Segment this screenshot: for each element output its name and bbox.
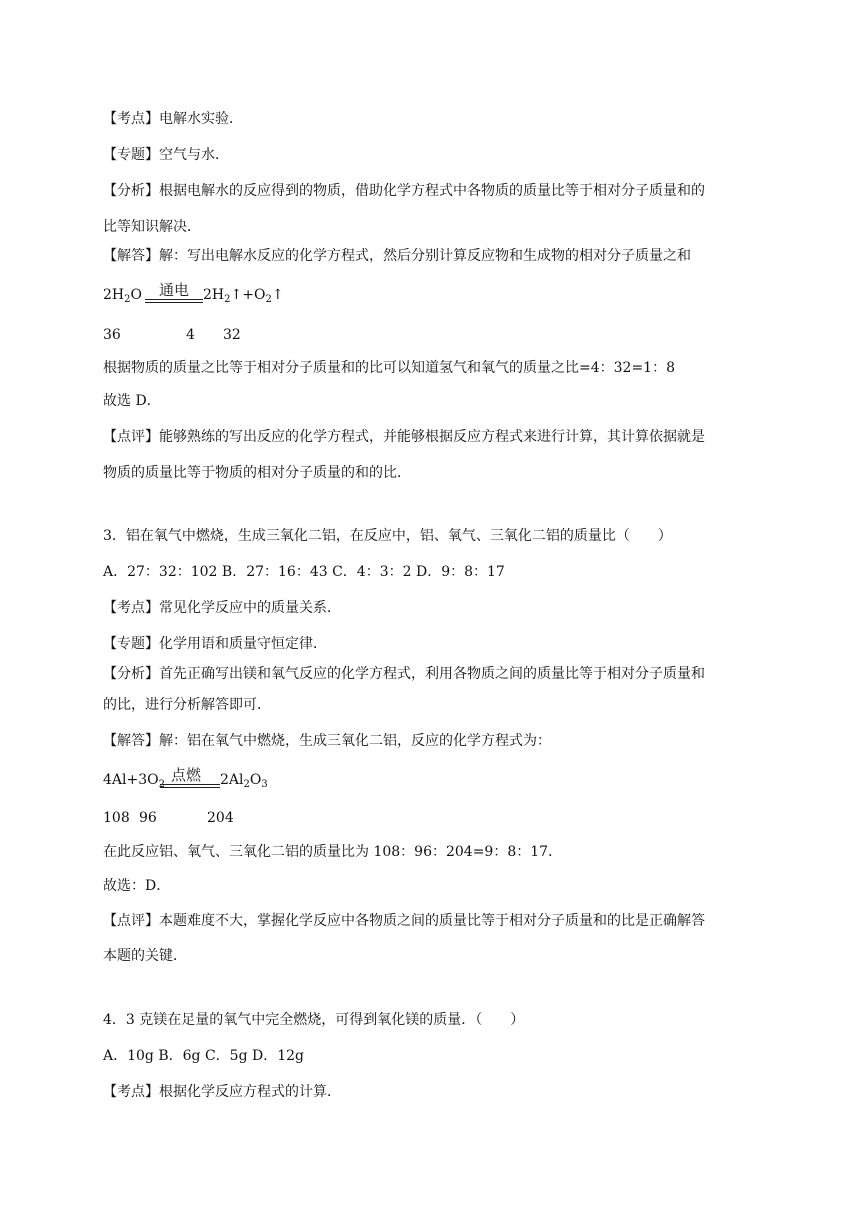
fenxi-line-1: 【分析】首先正确写出镁和氧气反应的化学方程式，利用各物质之间的质量比等于相对分子质量和 <box>103 666 705 682</box>
dianping-line-1: 【点评】本题难度不大，掌握化学反应中各物质之间的质量比等于相对分子质量和的比是正确解答 <box>103 913 705 929</box>
zhuanti-line: 【专题】空气与水． <box>103 147 229 163</box>
equation-reactants: $4Al+3O_2$ <box>103 772 165 790</box>
dianping-line-1: 【点评】能够熟练的写出反应的化学方程式，并能够根据反应方程式来进行计算，其计算依据就是 <box>103 429 705 445</box>
equation-reactants: $2H_2O$ <box>103 287 142 305</box>
mass-value: 96 <box>139 810 157 826</box>
ratio-line: 根据物质的质量之比等于相对分子质量和的比可以知道氢气和氧气的质量之比=4：32=1：8 <box>103 360 675 376</box>
fenxi-line-1: 【分析】根据电解水的反应得到的物质，借助化学方程式中各物质的质量比等于相对分子质量和的 <box>103 183 705 199</box>
dianping-line-2: 本题的关键． <box>103 948 187 964</box>
mass-value: 32 <box>223 327 241 343</box>
combustion-equation <box>103 753 303 799</box>
mass-value: 108 <box>103 810 130 826</box>
equation-condition: 点燃 <box>170 766 201 784</box>
equation-products: $2Al_2O_3$ <box>220 772 268 790</box>
fenxi-line-2: 比等知识解决． <box>103 219 201 235</box>
equation-products: $2H_2↑+O_2↑$ <box>203 287 284 305</box>
question-4-options: A．10g B．6g C．5g D．12g <box>103 1048 304 1064</box>
equation-condition: 通电 <box>158 281 189 299</box>
choice-line: 故选：D． <box>103 878 171 894</box>
question-3-stem: 3．铝在氧气中燃烧，生成三氧化二铝，在反应中，铝、氧气、三氧化二铝的质量比（ ） <box>103 528 672 544</box>
mass-value: 36 <box>103 327 121 343</box>
mass-value: 4 <box>186 327 195 343</box>
equation-equals-bar <box>160 784 220 788</box>
mass-value: 204 <box>207 810 234 826</box>
kaodian-line: 【考点】电解水实验． <box>103 111 243 127</box>
jieda-line: 【解答】解：写出电解水反应的化学方程式，然后分别计算反应物和生成物的相对分子质量之和 <box>103 248 691 264</box>
zhuanti-line: 【专题】化学用语和质量守恒定律． <box>103 636 327 652</box>
ratio-line: 在此反应铝、氧气、三氧化二铝的质量比为 108：96：204=9：8：17． <box>103 844 563 860</box>
kaodian-line: 【考点】根据化学反应方程式的计算． <box>103 1084 341 1100</box>
relative-masses-row <box>103 325 303 345</box>
equation-equals-bar <box>145 299 203 303</box>
relative-masses-row <box>103 808 303 828</box>
fenxi-line-2: 的比，进行分析解答即可． <box>103 697 271 713</box>
question-3-options: A．27：32：102 B．27：16：43 C．4：3：2 D．9：8：17 <box>103 564 505 580</box>
dianping-line-2: 物质的质量比等于物质的相对分子质量的和的比． <box>103 465 411 481</box>
electrolysis-equation <box>103 268 303 314</box>
kaodian-line: 【考点】常见化学反应中的质量关系． <box>103 600 341 616</box>
question-4-stem: 4．3 克镁在足量的氧气中完全燃烧，可得到氧化镁的质量．（ ） <box>103 1012 525 1028</box>
jieda-line: 【解答】解：铝在氧气中燃烧，生成三氧化二铝，反应的化学方程式为： <box>103 733 551 749</box>
choice-line: 故选 D． <box>103 393 161 409</box>
